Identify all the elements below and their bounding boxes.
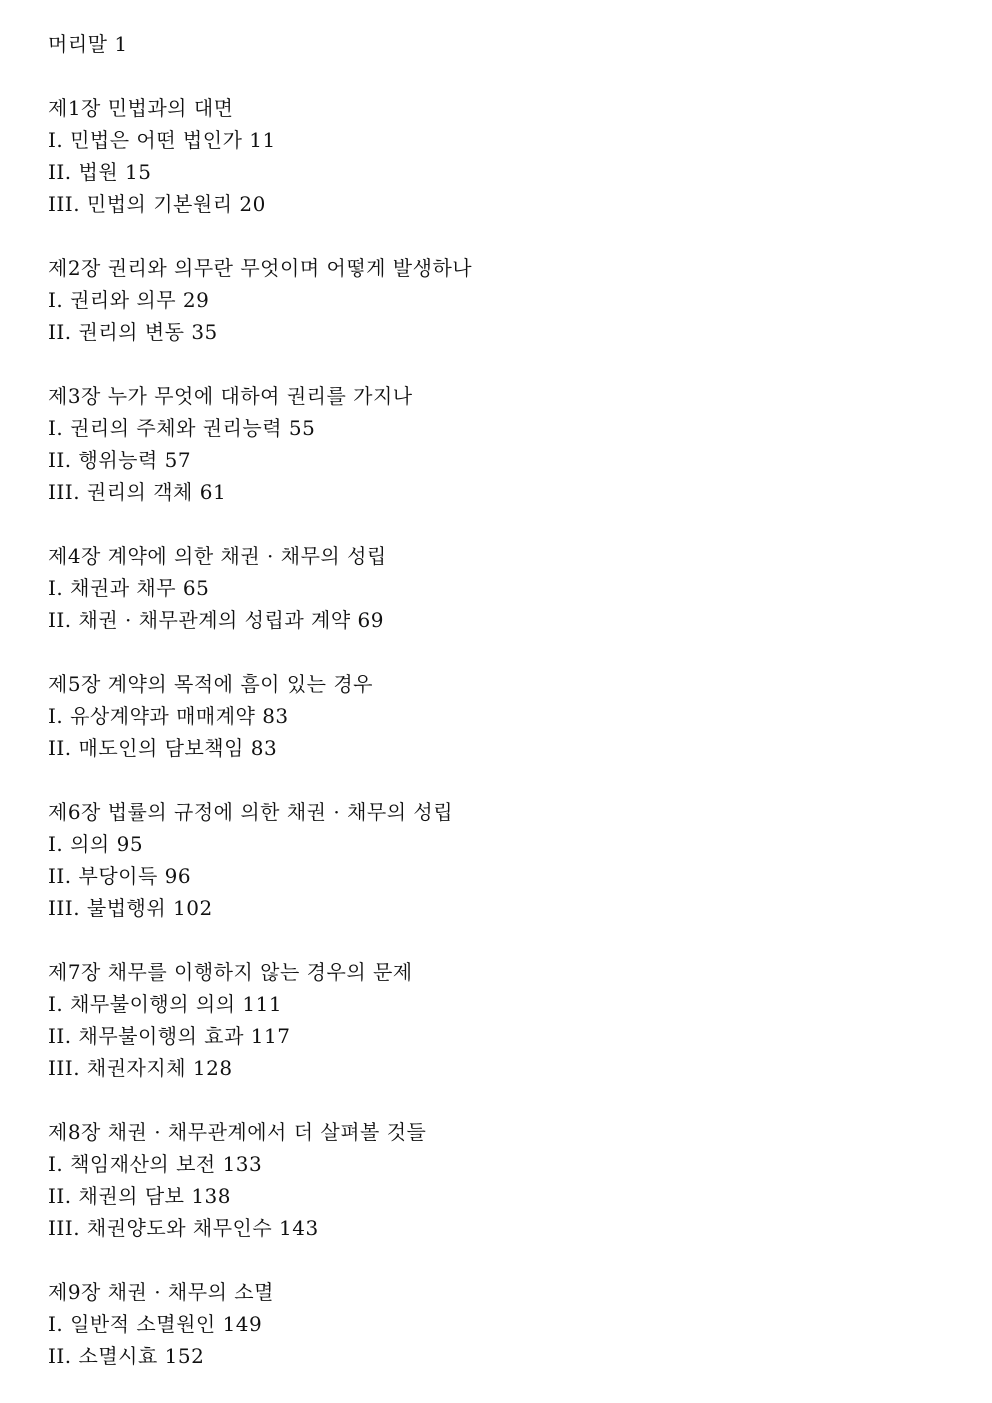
section-entry: I. 민법은 어떤 법인가 11 <box>48 128 276 152</box>
section-entry: II. 행위능력 57 <box>48 448 192 472</box>
section-entry: I. 권리와 의무 29 <box>48 288 210 312</box>
section-entry: I. 권리의 주체와 권리능력 55 <box>48 416 316 440</box>
section-entry: II. 채무불이행의 효과 117 <box>48 1024 291 1048</box>
chapter-6 <box>48 796 948 924</box>
chapter-9 <box>48 1276 948 1372</box>
preface-entry: 머리말 1 <box>48 32 128 56</box>
chapter-8 <box>48 1116 948 1244</box>
chapter-5 <box>48 668 948 764</box>
section-entry: II. 법원 15 <box>48 160 152 184</box>
chapter-title: 제6장 법률의 규정에 의한 채권 · 채무의 성립 <box>48 800 454 824</box>
chapter-1 <box>48 92 948 220</box>
chapter-title: 제5장 계약의 목적에 흠이 있는 경우 <box>48 672 373 696</box>
chapter-2 <box>48 252 948 348</box>
chapter-3 <box>48 380 948 508</box>
chapter-title: 제3장 누가 무엇에 대하여 권리를 가지나 <box>48 384 413 408</box>
section-entry: I. 일반적 소멸원인 149 <box>48 1312 263 1336</box>
chapter-7 <box>48 956 948 1084</box>
section-entry: I. 책임재산의 보전 133 <box>48 1152 263 1176</box>
section-entry: I. 채무불이행의 의의 111 <box>48 992 283 1016</box>
section-entry: III. 불법행위 102 <box>48 896 213 920</box>
chapter-title: 제9장 채권 · 채무의 소멸 <box>48 1280 274 1304</box>
chapter-title: 제8장 채권 · 채무관계에서 더 살펴볼 것들 <box>48 1120 427 1144</box>
chapter-title: 제2장 권리와 의무란 무엇이며 어떻게 발생하나 <box>48 256 473 280</box>
chapter-title: 제4장 계약에 의한 채권 · 채무의 성립 <box>48 544 387 568</box>
chapter-4 <box>48 540 948 636</box>
section-entry: II. 소멸시효 152 <box>48 1344 205 1368</box>
section-entry: II. 부당이득 96 <box>48 864 192 888</box>
section-entry: III. 채권양도와 채무인수 143 <box>48 1216 319 1240</box>
table-of-contents <box>48 28 948 1372</box>
section-entry: I. 의의 95 <box>48 832 144 856</box>
section-entry: II. 권리의 변동 35 <box>48 320 218 344</box>
section-entry: II. 매도인의 담보책임 83 <box>48 736 278 760</box>
section-entry: III. 민법의 기본원리 20 <box>48 192 266 216</box>
section-entry: I. 유상계약과 매매계약 83 <box>48 704 289 728</box>
section-entry: II. 채권의 담보 138 <box>48 1184 232 1208</box>
section-entry: III. 권리의 객체 61 <box>48 480 227 504</box>
chapter-title: 제7장 채무를 이행하지 않는 경우의 문제 <box>48 960 413 984</box>
section-entry: I. 채권과 채무 65 <box>48 576 210 600</box>
section-entry: III. 채권자지체 128 <box>48 1056 233 1080</box>
chapter-title: 제1장 민법과의 대면 <box>48 96 234 120</box>
section-entry: II. 채권 · 채무관계의 성립과 계약 69 <box>48 608 384 632</box>
